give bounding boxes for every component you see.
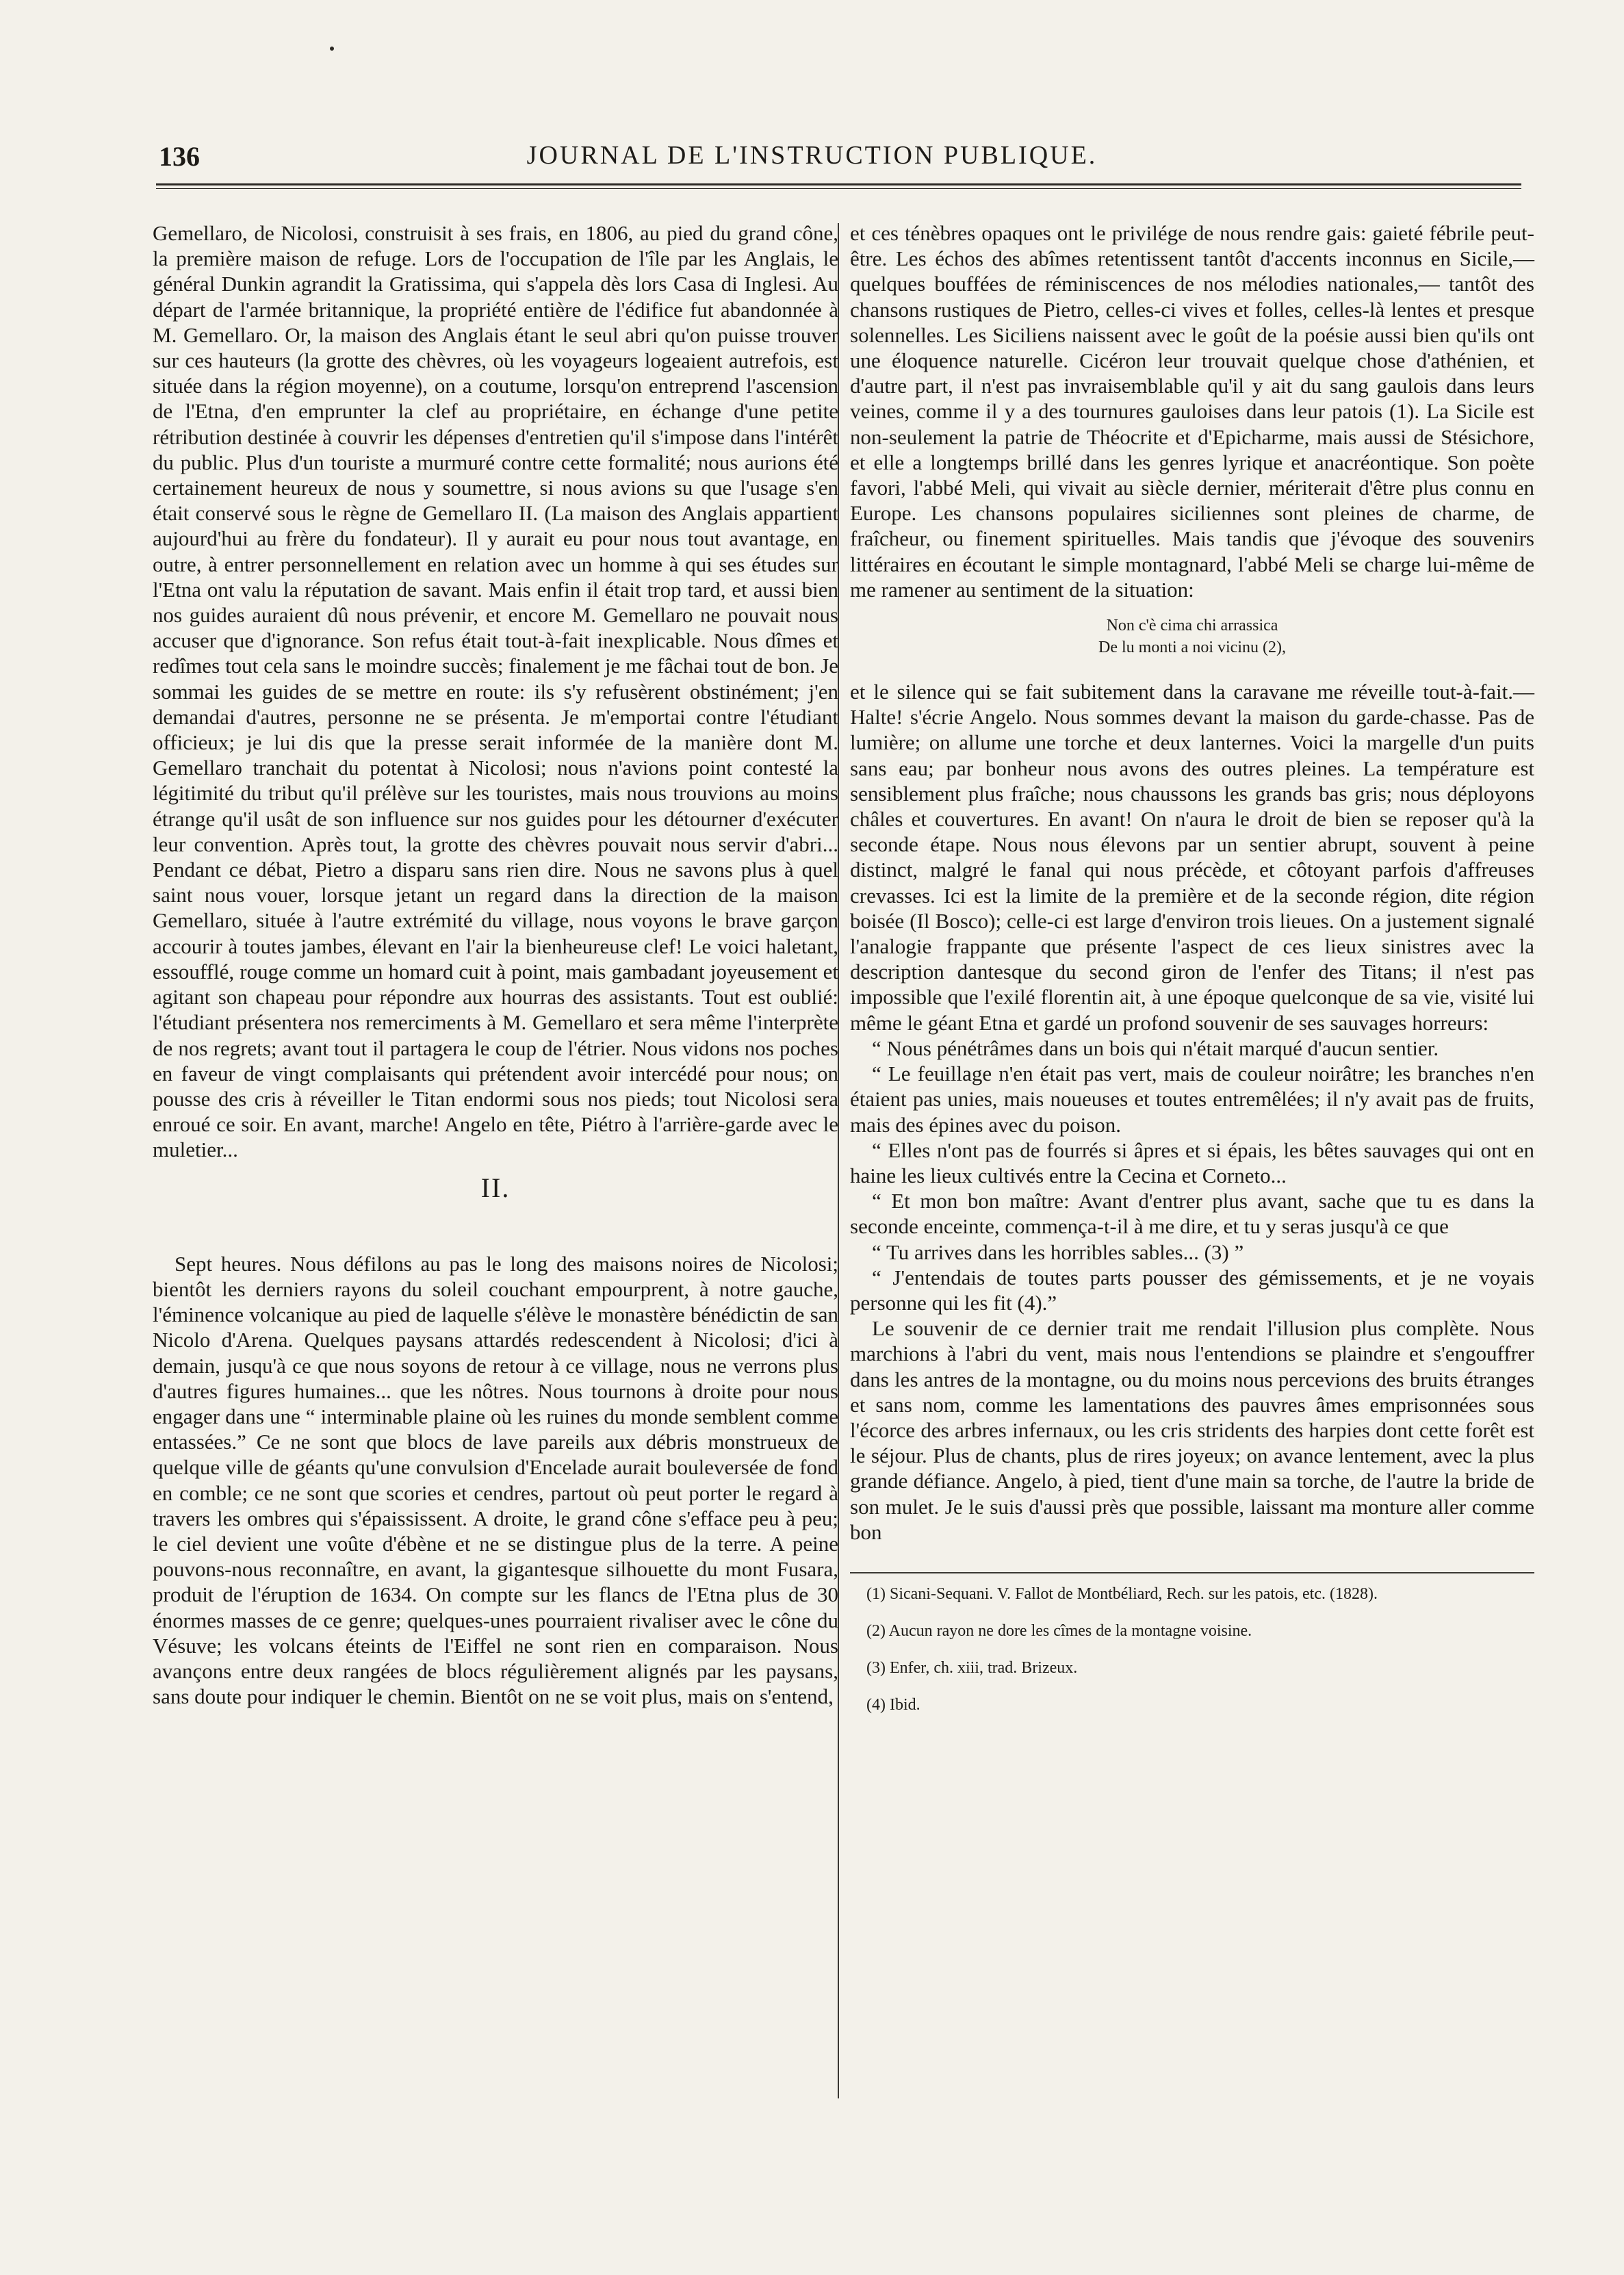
paragraph: et le silence qui se fait subitement dans la caravane me réveille tout-à-fait.—Halte! s'écrie Angelo. Nous sommes devant la maison du garde-chasse. Pas de lumière; on allume une torche et deux lanternes. Voici la margelle d'un puits sans eau; par bonheur nous avons des outres pleines. La température est sensiblement plus fraîche; nous chaussons les grands bas gris; nous déployons châles et couvertures. En avant! On n'aura le droit de bien se reposer qu'à la seconde étape. Nous nous élevons par un sentier abrupt, souvent à peine distinct, malgré le fanal qui nous précède, et côtoyant parfois d'affreuses crevasses. Ici est la limite de la première et de la seconde région, dite région boisée (Il Bosco); celle-ci est large d'environ trois lieues. On a justement signalé l'analogie frappante que présente l'aspect de ces lieux sinistres avec la description dantesque du second giron de l'enfer des Titans; il n'est pas impossible que l'exilé florentin ait, à une époque quelconque de sa vie, visité lui même le géant Etna et gardé un profond souvenir de ses sauvages horreurs: xyxy=(850,680,1534,1035)
running-title: JOURNAL DE L'INSTRUCTION PUBLIQUE. xyxy=(526,141,1098,170)
quote-paragraph: “ Et mon bon maître: Avant d'entrer plus avant, sache que tu es dans la seconde enceinte, commença-t-il à me dire, et tu y seras jusqu'à ce que xyxy=(850,1189,1534,1239)
paragraph: Le souvenir de ce dernier trait me rendait l'illusion plus complète. Nous marchions à l'abri du vent, mais nous l'entendions se plaindre et s'engouffrer dans les antres de la montagne, ou du moins nous percevions des bruits étranges et sans nom, comme les lamentations des pauvres âmes emprisonnées sous l'écorce des arbres infernaux, ou les cris stridents des harpies dont cette forêt est le séjour. Plus de chants, plus de rires joyeux; on avance lentement, avec la plus grande défiance. Angelo, à pied, tient d'une main sa torche, de l'autre la bride de son mulet. Je le suis d'aussi près que possible, laissant ma monture aller comme bon xyxy=(850,1316,1534,1544)
quote-paragraph: “ Tu arrives dans les horribles sables... (3) ” xyxy=(872,1239,1244,1264)
footnotes xyxy=(850,1583,1534,1716)
footnote: (3) Enfer, ch. xiii, trad. Brizeux. xyxy=(866,1658,1078,1677)
paragraph: Sept heures. Nous défilons au pas le long des maisons noires de Nicolosi; bientôt les derniers rayons du soleil couchant empourprent, à notre gauche, l'éminence volcanique au pied de laquelle s'élève le monastère bénédictin de san Nicolo d'Arena. Quelques paysans attardés redescendent à Nicolosi; d'ici à demain, jusqu'à ce que nous soyons de retour à ce village, nous ne verrons plus d'autres figures humaines... que les nôtres. Nous tournons à droite pour nous engager dans une “ interminable plaine où les ruines du monde semblent comme entassées.” Ce ne sont que blocs de lave pareils aux débris monstrueux de quelque ville de géants qu'une convulsion d'Encelade aurait bouleversée de fond en comble; ce ne sont que scories et cendres, partout où peut porter le regard à travers les ombres qui s'épaississent. A droite, le grand cône s'efface peu à peu; le ciel devient une voûte d'ébène et ne se distingue plus de la terre. A peine pouvons-nous reconnaître, en avant, la gigantesque silhouette du mont Fusara, produit de l'éruption de 1634. On compte sur les flancs de l'Etna plus de 30 énormes masses de ce genre; quelques-unes pourraient rivaliser avec le cône du Vésuve; les volcans éteints de l'Eiffel ne sont rien en comparaison. Nous avançons entre deux rangées de blocs régulièrement alignés par les paysans, sans doute pour indiquer le chemin. Bientôt on ne se voit plus, mais on s'entend, xyxy=(153,1251,838,1709)
page-number: 136 xyxy=(159,141,200,172)
quote-paragraph: “ Nous pénétrâmes dans un bois qui n'était marqué d'aucun sentier. xyxy=(872,1036,1439,1060)
ink-speck xyxy=(330,47,334,51)
footnote: (2) Aucun rayon ne dore les cîmes de la montagne voisine. xyxy=(866,1621,1252,1640)
quote-paragraph: “ J'entendais de toutes parts pousser des gémissements, et je ne voyais personne qui les fit (4).” xyxy=(850,1265,1534,1315)
column-rule xyxy=(838,223,839,2098)
section-heading: II. xyxy=(480,1172,511,1203)
header-rule xyxy=(156,183,1521,189)
right-column xyxy=(850,220,1534,1731)
paragraph: Gemellaro, de Nicolosi, construisit à ses frais, en 1806, au pied du grand cône, la première maison de refuge. Lors de l'occupation de l'île par les Anglais, le général Dunkin agrandit la Gratissima, qui s'appela dès lors Casa di Inglesi. Au départ de l'armée britannique, la propriété entière de l'édifice fut abandonnée à M. Gemellaro. Or, la maison des Anglais étant le seul abri qu'on puisse trouver sur ces hauteurs (la grotte des chèvres, où les voyageurs logeaient autrefois, est située dans la région moyenne), on a coutume, lorsqu'on entreprend l'ascension de l'Etna, d'en emprunter la clef au propriétaire, en échange d'une petite rétribution destinée à couvrir les dépenses d'entretien qu'il s'impose dans l'intérêt du public. Plus d'un touriste a murmuré contre cette formalité; nous aurions été certainement heureux de nous y soumettre, si nous avions su que l'usage s'en était conservé sous le règne de Gemellaro II. (La maison des Anglais appartient aujourd'hui au frère du fondateur). Il y aurait eu pour nous tout avantage, en outre, à entrer personnellement en relation avec un homme à qui ses études sur l'Etna ont valu la réputation de savant. Mais enfin il était trop tard, et aussi bien nos guides auraient dû nous prévenir, et encore M. Gemellaro ne pouvait nous accuser que d'ignorance. Son refus était tout-à-fait inexplicable. Nous dîmes et redîmes tout cela sans le moindre succès; finalement je me fâchai tout de bon. Je sommai les guides de se mettre en route: ils s'y refusèrent obstinément; j'en demandai d'autres, personne ne se présenta. Je m'emportai contre l'étudiant officieux; je lui dis que la presse serait informée de la manière dont M. Gemellaro tranchait du potentat à Nicolosi; nous n'avions point contesté la légitimité du tribut qu'il prélève sur les touristes, mais nous trouvions au moins étrange qu'il usât de son influence sur nos guides pour les détourner d'exécuter leur convention. Après tout, la grotte des chèvres pouvait nous servir d'abri... Pendant ce débat, Pietro a disparu sans rien dire. Nous ne savons plus à quel saint nous vouer, lorsque jetant un regard dans la direction de la maison Gemellaro, située à l'autre extrémité du village, nous voyons le brave garçon accourir à toutes jambes, élevant en l'air la bienheureuse clef! Le voici haletant, essoufflé, rouge comme un homard cuit à point, mais gambadant joyeusement et agitant son chapeau pour répondre aux hourras des assistants. Tout est oublié: l'étudiant présentera nos remerciments à M. Gemellaro et sera même l'interprète de nos regrets; avant tout il partagera le coup de l'étrier. Nous vidons nos poches en faveur de vingt complaisants qui prétendent avoir intercédé pour nous; on pousse des cris à réveiller le Titan endormi sous nos pieds; tout Nicolosi sera enroué ce soir. En avant, marche! Angelo en tête, Piétro à l'arrière-garde avec le muletier... xyxy=(153,221,838,1162)
footnote-rule xyxy=(850,1572,1534,1573)
epigraph-line: Non c'è cima chi arrassica xyxy=(1106,617,1278,635)
quote-paragraph: “ Le feuillage n'en était pas vert, mais de couleur noirâtre; les branches n'en étaient pas unies, mais noueuses et toutes entremêlées; il n'y avait pas de fruits, mais des épines avec du poison. xyxy=(850,1062,1534,1137)
left-column xyxy=(153,220,838,1709)
footnote: (1) Sicani-Sequani. V. Fallot de Montbéliard, Rech. sur les patois, etc. (1828). xyxy=(866,1584,1378,1603)
epigraph-line: De lu monti a noi vicinu (2), xyxy=(1098,639,1286,657)
epigraph xyxy=(850,615,1534,658)
footnote: (4) Ibid. xyxy=(866,1695,920,1714)
paragraph: et ces ténèbres opaques ont le privilége de nous rendre gais: gaieté fébrile peut-être. Les échos des abîmes retentissent tantôt d'accents inconnus en Sicile,—quelques bouffées de réminiscences de nos mélodies nationales,— tantôt des chansons rustiques de Pietro, celles-ci vives et folles, celles-là lentes et presque solennelles. Les Siciliens naissent avec le goût de la poésie aussi bien qu'ils ont une éloquence naturelle. Cicéron leur trouvait quelque chose d'athénien, et d'autre part, il n'est pas invraisemblable qu'il y ait du sang gaulois dans leurs veines, comme il y a des tournures gauloises dans leur patois (1). La Sicile est non-seulement la patrie de Théocrite et d'Epicharme, mais aussi de Stésichore, et elle a longtemps brillé dans les genres lyrique et anacréontique. Son poète favori, l'abbé Meli, qui vivait au siècle dernier, mériterait d'être plus connu en Europe. Les chansons populaires siciliennes sont pleines de charme, de fraîcheur, ou finement spirituelles. Mais tandis que j'évoque des souvenirs littéraires en écoutant le simple montagnard, l'abbé Meli se charge lui-même de me ramener au sentiment de la situation: xyxy=(850,221,1534,602)
quote-paragraph: “ Elles n'ont pas de fourrés si âpres et si épais, les bêtes sauvages qui ont en haine les lieux cultivés entre la Cecina et Corneto... xyxy=(850,1138,1534,1187)
